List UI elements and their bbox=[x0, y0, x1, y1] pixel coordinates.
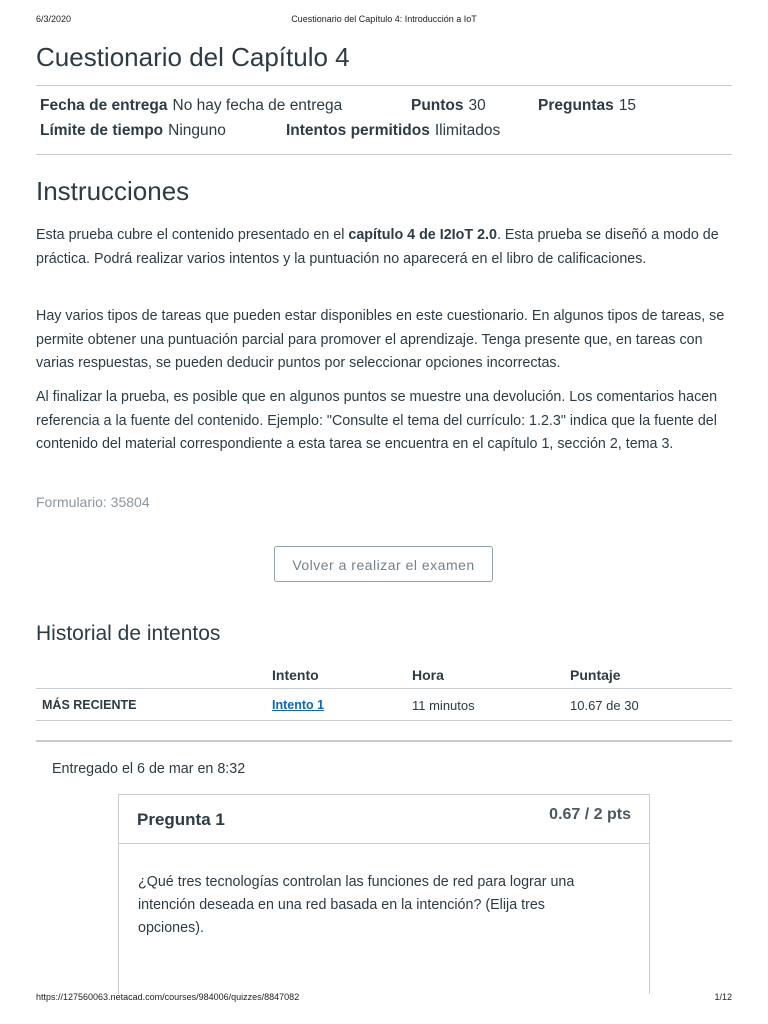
instructions-paragraph-2: Hay varios tipos de tareas que pueden estar disponibles en este cuestionario. En algunos tipos de tareas, se permite obtener una puntuación parcial para promover el aprendizaje. Tenga presente que, en tareas con varias respuestas, se pueden deducir puntos por seleccionar opciones incorrectas. bbox=[36, 308, 725, 371]
time-limit-label: Límite de tiempo bbox=[40, 122, 164, 139]
table-header-row bbox=[36, 660, 732, 689]
attempt-time: 11 minutos bbox=[412, 698, 475, 713]
points-detail bbox=[411, 97, 486, 115]
print-doc-title: Cuestionario del Capítulo 4: Introducción a IoT bbox=[291, 14, 477, 24]
due-date-value: No hay fecha de entrega bbox=[172, 97, 343, 114]
questions-detail bbox=[538, 97, 636, 115]
form-id: Formulario: 35804 bbox=[36, 494, 150, 510]
print-page-number: 1/12 bbox=[714, 992, 732, 1002]
quiz-details-row-1 bbox=[40, 97, 342, 115]
time-limit-value: Ninguno bbox=[168, 122, 226, 139]
questions-value: 15 bbox=[618, 97, 637, 114]
page-title: Cuestionario del Capítulo 4 bbox=[36, 42, 350, 72]
retake-quiz-button[interactable]: Volver a realizar el examen bbox=[274, 546, 493, 582]
print-date: 6/3/2020 bbox=[36, 14, 72, 24]
questions-label: Preguntas bbox=[538, 97, 614, 114]
attempt-history-table bbox=[36, 660, 732, 721]
divider bbox=[36, 740, 732, 742]
instructions-title: Instrucciones bbox=[36, 176, 190, 206]
submitted-timestamp: Entregado el 6 de mar en 8:32 bbox=[52, 761, 246, 777]
chapter-reference: capítulo 4 de I2IoT 2.0 bbox=[348, 227, 497, 243]
points-label: Puntos bbox=[411, 97, 464, 114]
question-points: 0.67 / 2 pts bbox=[549, 806, 631, 823]
column-header-score: Puntaje bbox=[570, 667, 621, 683]
print-header bbox=[0, 14, 768, 30]
points-value: 30 bbox=[468, 97, 486, 114]
attempt-link[interactable]: Intento 1 bbox=[272, 698, 325, 712]
question-header bbox=[119, 795, 649, 844]
most-recent-label: MÁS RECIENTE bbox=[42, 698, 137, 712]
divider bbox=[36, 85, 732, 86]
column-header-attempt: Intento bbox=[272, 667, 319, 683]
instructions-text: . Esta prueba se diseñó a modo de práctica. Podrá realizar varios intentos y la puntuación no aparecerá en el libro de calificaciones. bbox=[36, 227, 719, 267]
table-row bbox=[36, 689, 732, 721]
question-title: Pregunta 1 bbox=[137, 810, 225, 829]
attempts-label: Intentos permitidos bbox=[286, 122, 430, 139]
divider bbox=[36, 154, 732, 155]
attempt-score: 10.67 de 30 bbox=[570, 698, 639, 713]
attempts-detail bbox=[286, 122, 500, 140]
question-card bbox=[118, 794, 650, 994]
attempt-history-title: Historial de intentos bbox=[36, 622, 221, 645]
instructions-paragraph-1 bbox=[36, 224, 726, 271]
print-url: https://127560063.netacad.com/courses/984006/quizzes/8847082 bbox=[36, 992, 300, 1002]
column-header-time: Hora bbox=[412, 667, 444, 683]
instructions-text: Esta prueba cubre el contenido presentado en el bbox=[36, 227, 349, 243]
due-date-label: Fecha de entrega bbox=[40, 97, 168, 114]
question-text: ¿Qué tres tecnologías controlan las funciones de red para lograr una intención deseada en una red basada en la intención? (Elija tres opciones). bbox=[138, 874, 575, 936]
time-limit-detail bbox=[40, 122, 226, 140]
due-date-detail bbox=[40, 97, 342, 114]
instructions-paragraph-3: Al finalizar la prueba, es posible que en algunos puntos se muestre una devolución. Los comentarios hacen referencia a la fuente del contenido. Ejemplo: "Consulte el tema del currículo: 1.2.3" indica que la fuente del contenido del material correspondiente a esta tarea se encuentra en el capítulo 1, sección 2, tema 3. bbox=[36, 389, 718, 452]
attempts-value: Ilimitados bbox=[434, 122, 501, 139]
